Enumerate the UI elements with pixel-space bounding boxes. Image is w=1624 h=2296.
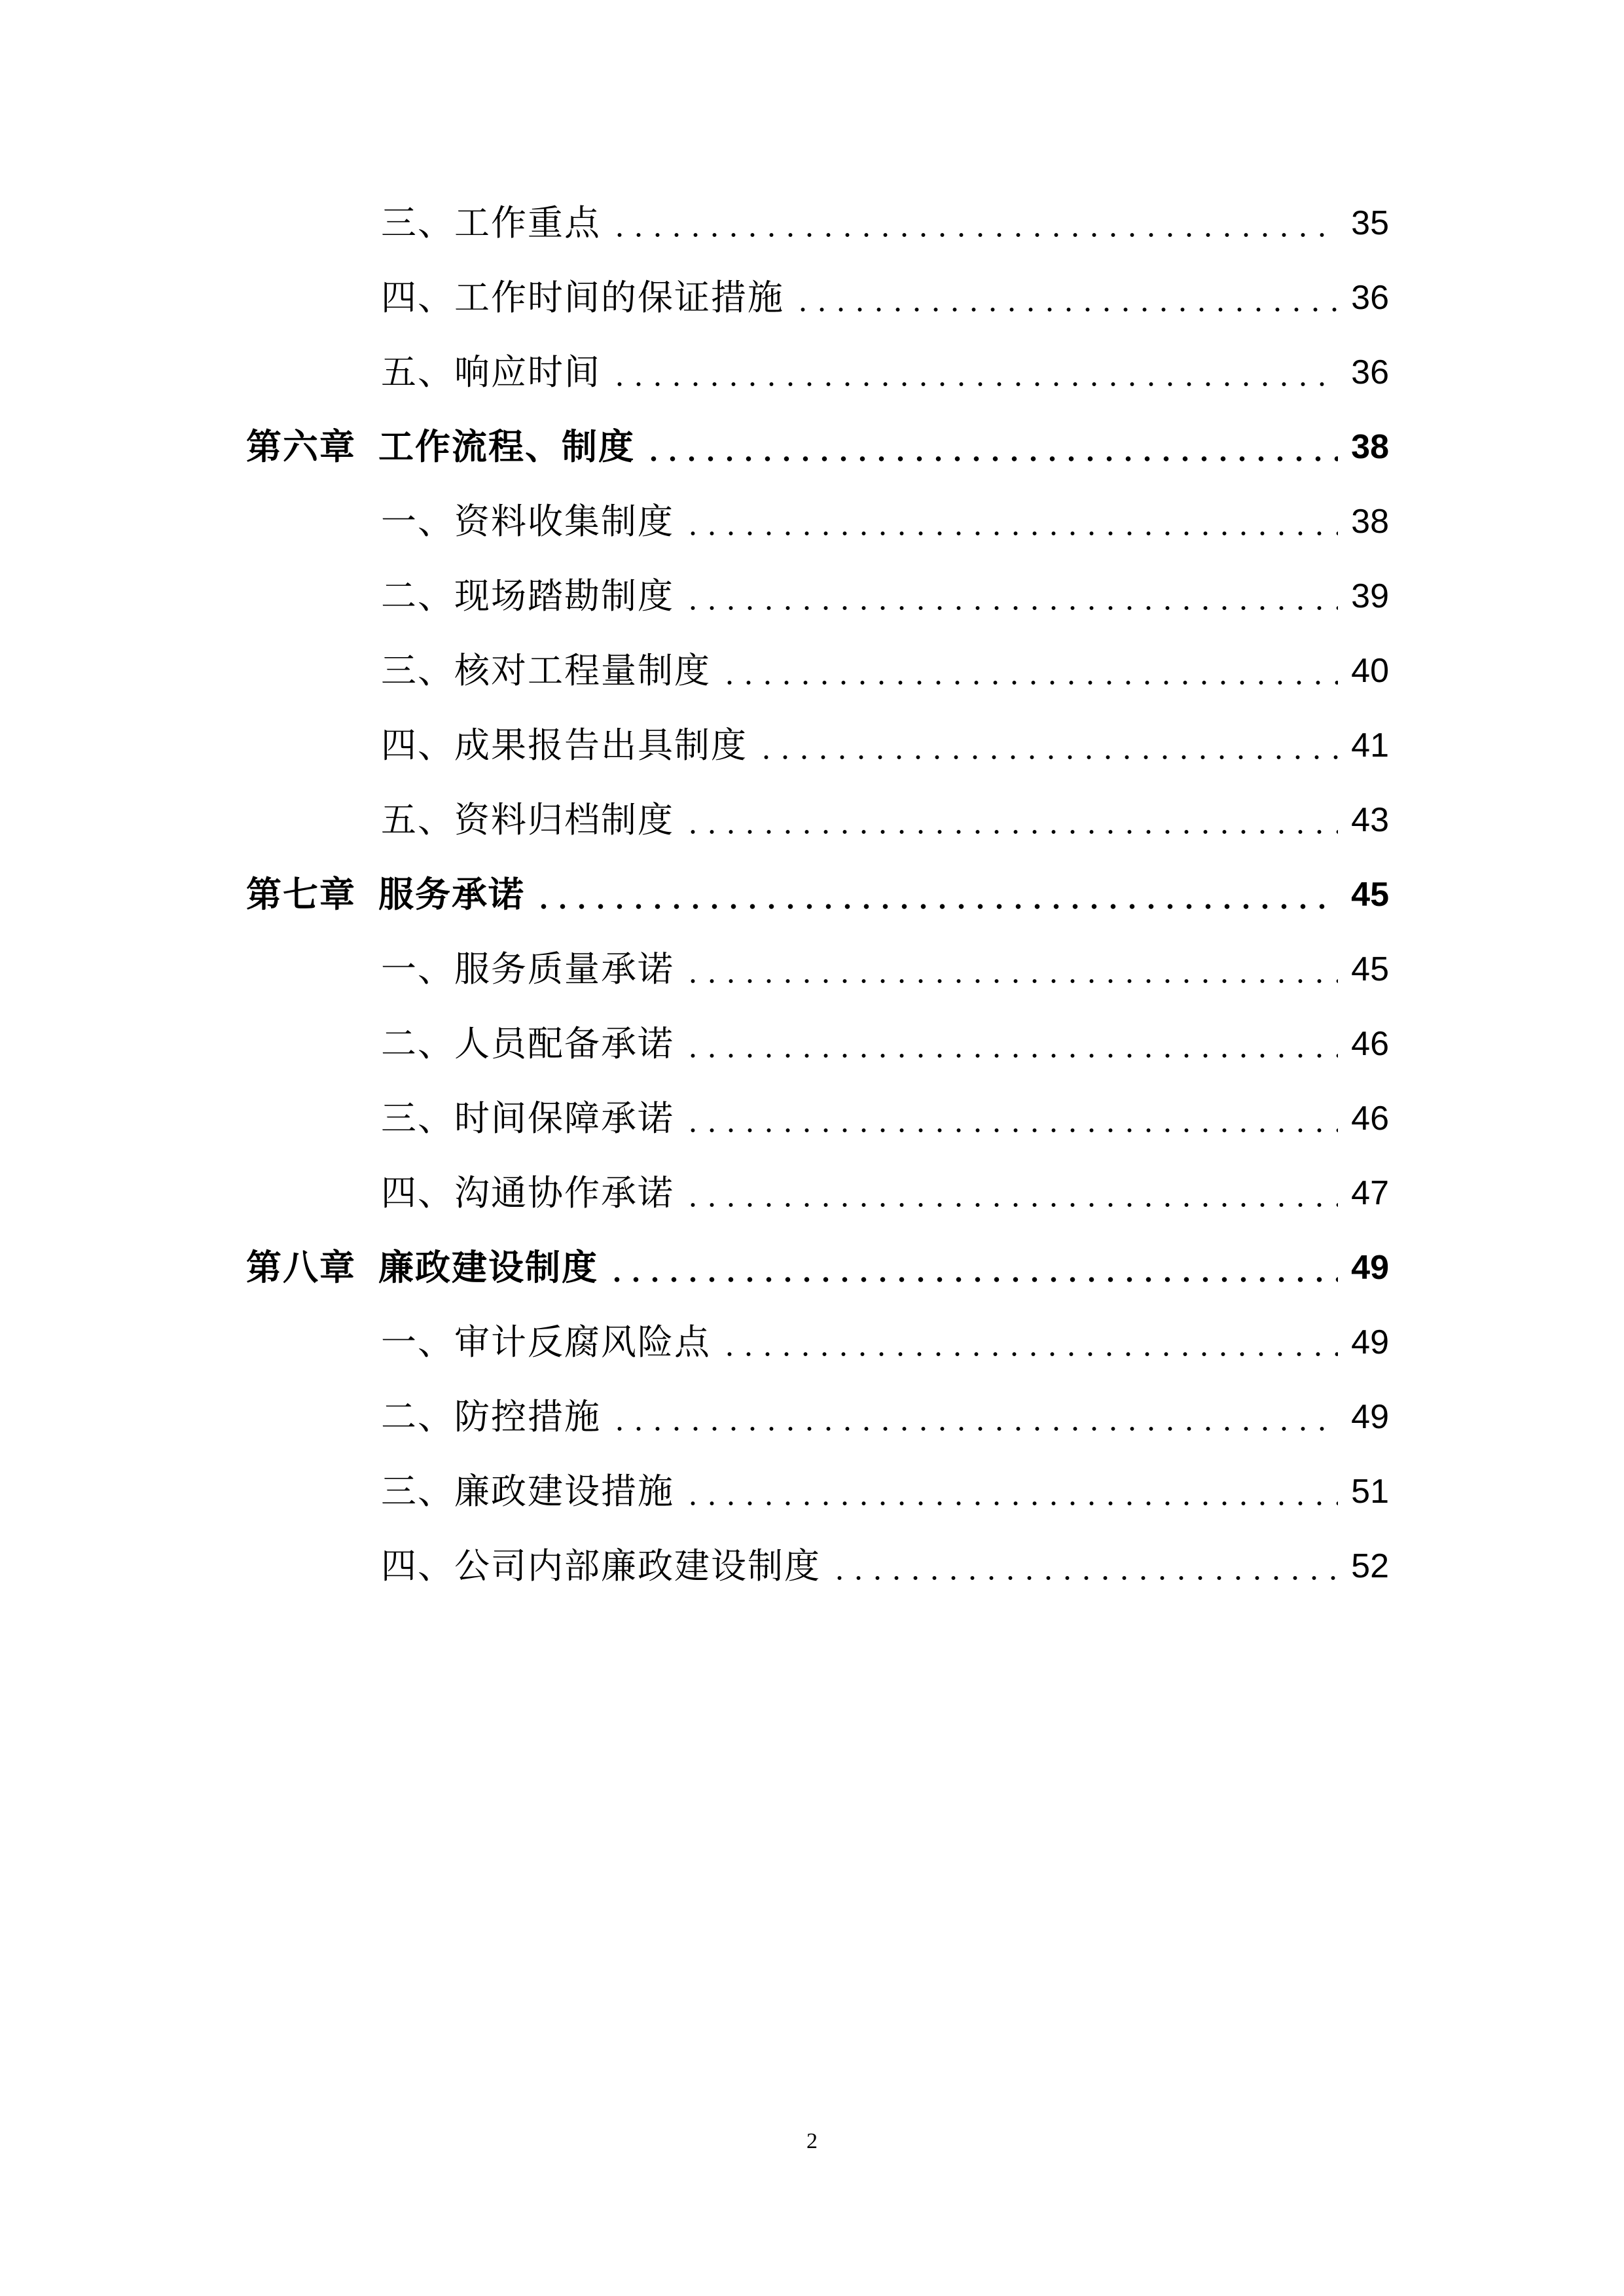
dot-leader	[720, 1352, 1338, 1356]
dot-leader	[757, 755, 1338, 759]
toc-entry-title: 四、工作时间的保证措施	[381, 277, 784, 318]
toc-entry-audit-risks[interactable]	[381, 1305, 1389, 1380]
toc-entry-site-survey[interactable]	[381, 559, 1389, 634]
toc-entry-communication[interactable]	[381, 1156, 1389, 1230]
dot-leader	[607, 1277, 1338, 1282]
chapter-label: 第六章	[246, 426, 356, 467]
toc-entry-page: 41	[1351, 726, 1389, 764]
toc-entry-title: 一、服务质量承诺	[381, 948, 674, 990]
toc-entry-response-time[interactable]	[381, 335, 1389, 410]
toc-entry-report-issuance[interactable]	[381, 708, 1389, 783]
dot-leader	[793, 308, 1338, 312]
toc-entry-title: 四、成果报告出具制度	[381, 725, 748, 766]
toc-entry-work-focus[interactable]	[381, 186, 1389, 260]
dot-leader	[683, 1501, 1338, 1505]
toc-entry-page: 35	[1351, 204, 1389, 242]
toc-entry-title: 五、响应时间	[381, 351, 601, 393]
chapter-label: 第八章	[246, 1247, 356, 1288]
dot-leader	[534, 904, 1338, 909]
toc-entry-page: 45	[1351, 876, 1389, 914]
dot-leader	[610, 382, 1338, 386]
toc-entry-page: 38	[1351, 503, 1389, 541]
toc-entry-page: 51	[1351, 1473, 1389, 1511]
dot-leader	[683, 1203, 1338, 1207]
toc-entry-page: 49	[1351, 1398, 1389, 1436]
dot-leader	[683, 1054, 1338, 1058]
toc-entry-title: 工作流程、制度	[378, 426, 635, 467]
dot-leader	[683, 1128, 1338, 1132]
toc-entry-time-guarantee[interactable]	[381, 1081, 1389, 1156]
chapter-label: 第七章	[246, 874, 356, 915]
toc-entry-title: 二、防控措施	[381, 1396, 601, 1437]
toc-entry-page: 40	[1351, 652, 1389, 690]
toc-entry-page: 46	[1351, 1025, 1389, 1063]
toc-entry-page: 38	[1351, 428, 1389, 466]
toc-entry-prevention[interactable]	[381, 1380, 1389, 1454]
toc-entry-page: 47	[1351, 1174, 1389, 1212]
dot-leader	[830, 1576, 1338, 1580]
toc-entry-integrity-measures[interactable]	[381, 1454, 1389, 1529]
dot-leader	[683, 830, 1338, 834]
toc-entry-page: 52	[1351, 1547, 1389, 1585]
dot-leader	[610, 233, 1338, 237]
toc-entry-staffing[interactable]	[381, 1007, 1389, 1081]
toc-entry-service-quality[interactable]	[381, 932, 1389, 1007]
toc-entry-title: 二、现场踏勘制度	[381, 575, 674, 617]
toc-chapter-6[interactable]	[246, 410, 1389, 484]
toc-entry-title: 一、审计反腐风险点	[381, 1321, 711, 1363]
dot-leader	[720, 681, 1338, 685]
toc-entry-internal-integrity[interactable]	[381, 1529, 1389, 1604]
toc-entry-title: 三、工作重点	[381, 202, 601, 243]
toc-entry-work-time-guarantee[interactable]	[381, 260, 1389, 335]
toc-entry-quantity-check[interactable]	[381, 634, 1389, 708]
toc-entry-page: 39	[1351, 577, 1389, 615]
dot-leader	[683, 531, 1338, 535]
toc-entry-title: 四、沟通协作承诺	[381, 1172, 674, 1213]
dot-leader	[644, 456, 1338, 461]
dot-leader	[610, 1427, 1338, 1431]
toc-entry-title: 三、廉政建设措施	[381, 1471, 674, 1512]
toc-entry-page: 43	[1351, 801, 1389, 839]
toc-entry-title: 五、资料归档制度	[381, 799, 674, 840]
toc-entry-page: 36	[1351, 279, 1389, 317]
toc-entry-page: 36	[1351, 353, 1389, 391]
dot-leader	[683, 606, 1338, 610]
toc-entry-title: 三、核对工程量制度	[381, 650, 711, 691]
toc-entry-title: 廉政建设制度	[378, 1247, 598, 1288]
toc-chapter-7[interactable]	[246, 857, 1389, 932]
toc-chapter-8[interactable]	[246, 1230, 1389, 1305]
page-number: 2	[806, 2129, 818, 2153]
toc-entry-page: 45	[1351, 950, 1389, 988]
toc-entry-title: 一、资料收集制度	[381, 501, 674, 542]
toc-entry-archiving[interactable]	[381, 783, 1389, 857]
toc-entry-page: 49	[1351, 1323, 1389, 1361]
toc-entry-title: 服务承诺	[378, 874, 525, 915]
toc-entry-title: 三、时间保障承诺	[381, 1098, 674, 1139]
toc-entry-page: 46	[1351, 1100, 1389, 1138]
toc-entry-data-collection[interactable]	[381, 484, 1389, 559]
dot-leader	[683, 979, 1338, 983]
toc-entry-page: 49	[1351, 1249, 1389, 1287]
toc-entry-title: 二、人员配备承诺	[381, 1023, 674, 1064]
toc-entry-title: 四、公司内部廉政建设制度	[381, 1545, 821, 1587]
